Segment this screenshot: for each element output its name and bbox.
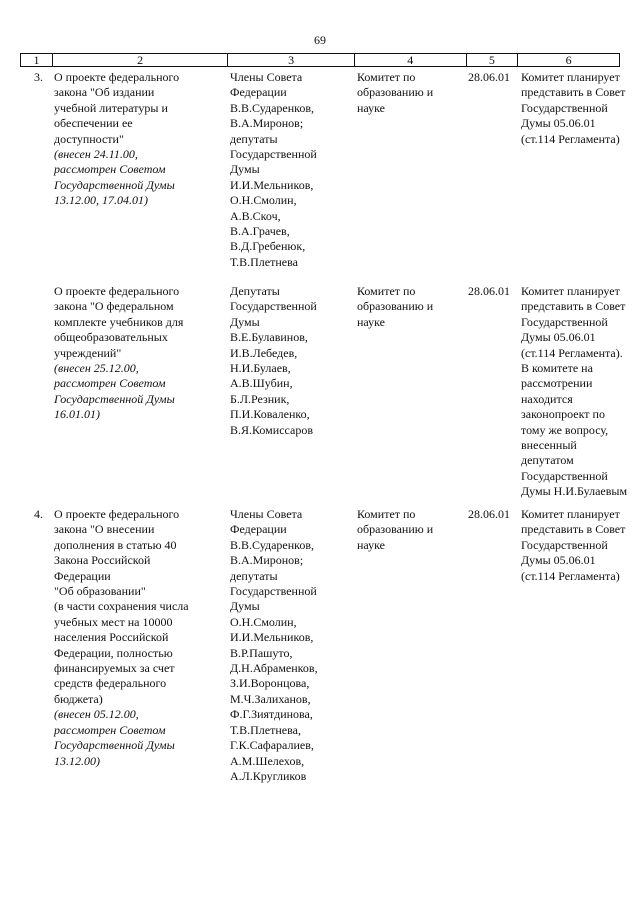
author-line: Думы: [230, 599, 260, 614]
committee-line: образованию и: [357, 299, 434, 314]
bill-title-line: финансируемых за счет: [54, 661, 175, 676]
committee-line: Комитет по: [357, 284, 416, 298]
author-line: Т.В.Плетнева,: [230, 722, 301, 737]
bill-note-line: Государственной Думы: [54, 391, 175, 406]
bill-note-line: рассмотрен Советом: [54, 722, 166, 737]
status-line: Государственной: [521, 468, 608, 483]
responsible-committee: [354, 507, 466, 784]
status-line: представить в Совет: [521, 522, 626, 537]
author-line: В.А.Миронов;: [230, 553, 304, 568]
author-line: В.Я.Комиссаров: [230, 422, 313, 437]
planned-date: 28.06.01: [468, 507, 510, 521]
bill-title-line: закона "О федеральном: [54, 299, 174, 314]
bill-note-line: 13.12.00, 17.04.01): [54, 193, 148, 208]
status-note: [518, 70, 626, 270]
author-line: П.И.Коваленко,: [230, 407, 310, 422]
bill-note-line: (внесен 25.12.00,: [54, 361, 139, 376]
bill-title-line: (в части сохранения числа: [54, 599, 189, 614]
bill-title-line: Федерации, полностью: [54, 645, 173, 660]
bill-title-line: дополнения в статью 40: [54, 537, 177, 552]
bill-title-line: О проекте федерального: [54, 284, 180, 298]
status-line: рассмотрении: [521, 376, 593, 391]
author-line: Федерации: [230, 522, 287, 537]
status-line: Государственной: [521, 314, 608, 329]
author-line: Федерации: [230, 85, 287, 100]
author-line: И.И.Мельников,: [230, 630, 314, 645]
table-row: [20, 507, 626, 784]
status-line: Думы Н.И.Булаевым: [521, 484, 628, 499]
bill-title-line: Федерации: [54, 568, 111, 583]
author-line: Б.Л.Резник,: [230, 391, 290, 406]
status-line: тому же вопросу,: [521, 422, 609, 437]
bill-title: [51, 507, 227, 784]
status-line: Комитет планирует: [521, 70, 620, 84]
row-number: 3.: [34, 70, 43, 84]
bill-note-line: Государственной Думы: [54, 738, 175, 753]
planned-date: 28.06.01: [468, 70, 510, 84]
author-line: Н.И.Булаев,: [230, 361, 291, 376]
author-line: В.А.Миронов;: [230, 116, 304, 131]
author-line: В.Д.Гребенюк,: [230, 239, 306, 254]
author-line: И.И.Мельников,: [230, 177, 314, 192]
column-header-5: 5: [466, 54, 518, 66]
bill-title-line: О проекте федерального: [54, 507, 180, 521]
committee-line: Комитет по: [357, 70, 416, 84]
bill-note-line: рассмотрен Советом: [54, 162, 166, 177]
status-line: (ст.114 Регламента): [521, 131, 620, 146]
bill-note-line: 16.01.01): [54, 407, 100, 422]
author-line: Государственной: [230, 299, 317, 314]
status-line: представить в Совет: [521, 299, 626, 314]
committee-line: Комитет по: [357, 507, 416, 521]
author-line: В.В.Сударенков,: [230, 100, 315, 115]
author-line: Государственной: [230, 584, 317, 599]
row-number: 4.: [34, 507, 43, 521]
bill-title-line: комплекте учебников для: [54, 314, 184, 329]
author-line: А.В.Шубин,: [230, 376, 293, 391]
committee-line: науке: [357, 314, 385, 329]
committee-line: науке: [357, 537, 385, 552]
author-line: Д.Н.Абраменков,: [230, 661, 318, 676]
author-line: З.И.Воронцова,: [230, 676, 310, 691]
status-line: (ст.114 Регламента): [521, 568, 620, 583]
table-header: [20, 53, 620, 67]
responsible-committee: [354, 284, 466, 500]
status-line: находится: [521, 391, 573, 406]
author-line: Члены Совета: [230, 70, 303, 84]
bill-title-line: обеспечении ее: [54, 116, 133, 131]
author-line: Г.К.Сафаралиев,: [230, 738, 314, 753]
table-row: [20, 70, 626, 270]
planned-date: 28.06.01: [468, 284, 510, 298]
status-line: Комитет планирует: [521, 507, 620, 521]
status-note: [518, 507, 626, 784]
status-line: Думы 05.06.01: [521, 553, 596, 568]
column-header-4: 4: [354, 54, 466, 66]
status-line: внесенный: [521, 438, 577, 453]
author-line: В.Р.Пашуто,: [230, 645, 293, 660]
status-line: Комитет планирует: [521, 284, 620, 298]
bill-title-line: средств федерального: [54, 676, 167, 691]
column-header-6: 6: [517, 54, 619, 66]
bill-note-line: Государственной Думы: [54, 177, 175, 192]
bill-note-line: рассмотрен Советом: [54, 376, 166, 391]
column-header-3: 3: [227, 54, 354, 66]
status-line: (ст.114 Регламента).: [521, 345, 623, 360]
bill-title-line: учебных мест на 10000: [54, 614, 173, 629]
bill-title-line: "Об образовании": [54, 584, 146, 599]
row-number: [20, 284, 51, 500]
author-line: Государственной: [230, 147, 317, 162]
page-number: 69: [314, 33, 326, 47]
bill-title: [51, 70, 227, 270]
author-line: Думы: [230, 162, 260, 177]
author-line: Т.В.Плетнева: [230, 254, 298, 269]
author-line: А.М.Шелехов,: [230, 753, 305, 768]
author-line: Ф.Г.Зиятдинова,: [230, 707, 313, 722]
bill-title-line: закона "О внесении: [54, 522, 155, 537]
status-line: Думы 05.06.01: [521, 330, 596, 345]
status-note: [518, 284, 628, 500]
author-line: А.Л.Кругликов: [230, 768, 307, 783]
author-line: М.Ч.Залиханов,: [230, 691, 311, 706]
author-line: О.Н.Смолин,: [230, 193, 297, 208]
author-line: В.В.Сударенков,: [230, 537, 315, 552]
bill-authors: [227, 70, 354, 270]
column-header-2: 2: [52, 54, 227, 66]
status-line: депутатом: [521, 453, 574, 468]
bill-title-line: общеобразовательных: [54, 330, 168, 345]
table-row: [20, 284, 628, 500]
bill-title-line: закона "Об издании: [54, 85, 155, 100]
author-line: Думы: [230, 314, 260, 329]
committee-line: образованию и: [357, 85, 434, 100]
bill-title-line: населения Российской: [54, 630, 169, 645]
bill-title-line: О проекте федерального: [54, 70, 180, 84]
status-line: законопроект по: [521, 407, 605, 422]
status-line: Государственной: [521, 537, 608, 552]
author-line: депутаты: [230, 131, 278, 146]
bill-title-line: бюджета): [54, 691, 103, 706]
committee-line: образованию и: [357, 522, 434, 537]
author-line: О.Н.Смолин,: [230, 614, 297, 629]
author-line: В.Е.Булавинов,: [230, 330, 308, 345]
bill-title-line: учреждений": [54, 345, 122, 360]
status-line: В комитете на: [521, 361, 593, 376]
author-line: депутаты: [230, 568, 278, 583]
status-line: Думы 05.06.01: [521, 116, 596, 131]
column-header-1: 1: [33, 53, 40, 67]
bill-note-line: (внесен 24.11.00,: [54, 147, 138, 162]
bill-authors: [227, 507, 354, 784]
bill-authors: [227, 284, 354, 500]
bill-title-line: учебной литературы и: [54, 100, 168, 115]
author-line: И.В.Лебедев,: [230, 345, 298, 360]
status-line: представить в Совет: [521, 85, 626, 100]
bill-note-line: (внесен 05.12.00,: [54, 707, 139, 722]
author-line: Члены Совета: [230, 507, 303, 521]
status-line: Государственной: [521, 100, 608, 115]
bill-note-line: 13.12.00): [54, 753, 100, 768]
author-line: А.В.Скоч,: [230, 208, 281, 223]
bill-title-line: доступности": [54, 131, 124, 146]
bill-title: [51, 284, 227, 500]
author-line: В.А.Грачев,: [230, 224, 290, 239]
responsible-committee: [354, 70, 466, 270]
bill-title-line: Закона Российской: [54, 553, 151, 568]
committee-line: науке: [357, 100, 385, 115]
author-line: Депутаты: [230, 284, 280, 298]
